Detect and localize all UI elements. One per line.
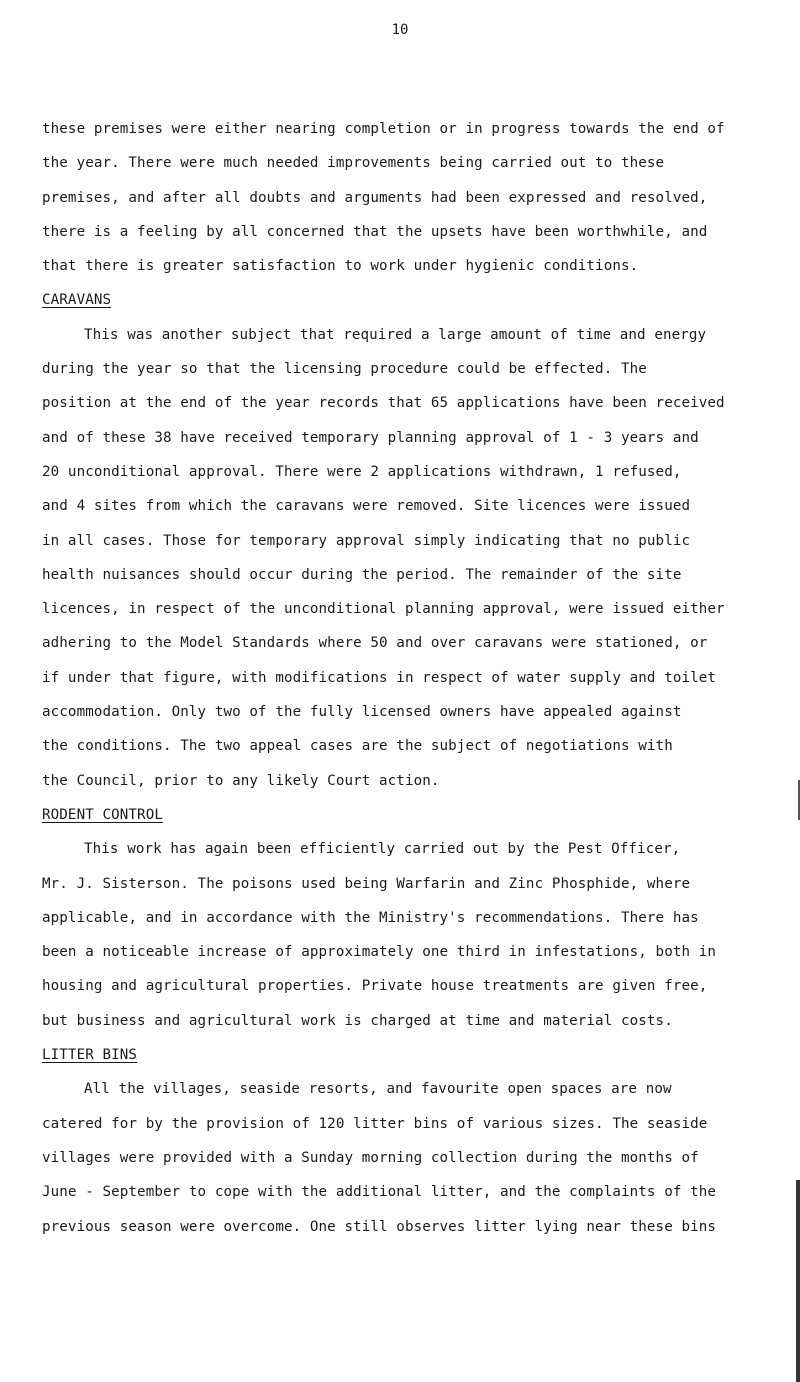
scan-edge-mark xyxy=(796,1180,800,1382)
paragraph-line: if under that figure, with modifications in respect of water supply and toilet xyxy=(42,669,717,686)
paragraph-line: applicable, and in accordance with the Ministry's recommendations. There has xyxy=(42,909,699,926)
paragraph-line: All the villages, seaside resorts, and favourite open spaces are now xyxy=(84,1081,672,1098)
paragraph-line: premises, and after all doubts and arguments had been expressed and resolved, xyxy=(42,189,708,206)
paragraph-line: the conditions. The two appeal cases are the subject of negotiations with xyxy=(42,738,673,755)
paragraph-line: Mr. J. Sisterson. The poisons used being Warfarin and Zinc Phosphide, where xyxy=(42,875,691,892)
paragraph-line: licences, in respect of the unconditional planning approval, were issued either xyxy=(42,601,725,618)
paragraph-line: accommodation. Only two of the fully licensed owners have appealed against xyxy=(42,704,682,721)
paragraph-line: the Council, prior to any likely Court action. xyxy=(42,772,440,789)
paragraph-line: adhering to the Model Standards where 50 and over caravans were stationed, or xyxy=(42,635,708,652)
paragraph-line: during the year so that the licensing procedure could be effected. The xyxy=(42,361,647,378)
page-number: 10 xyxy=(391,22,409,38)
paragraph-line: position at the end of the year records that 65 applications have been received xyxy=(42,395,725,412)
section-heading-rodent-control: RODENT CONTROL xyxy=(42,806,163,823)
paragraph-line: housing and agricultural properties. Private house treatments are given free, xyxy=(42,978,708,995)
paragraph-line: This work has again been efficiently carried out by the Pest Officer, xyxy=(84,841,681,858)
paragraph-line: and of these 38 have received temporary planning approval of 1 - 3 years and xyxy=(42,429,699,446)
paragraph-line: and 4 sites from which the caravans were removed. Site licences were issued xyxy=(42,498,691,515)
section-heading-litter-bins: LITTER BINS xyxy=(42,1047,138,1064)
paragraph-line: there is a feeling by all concerned that the upsets have been worthwhile, and xyxy=(42,223,708,240)
paragraph-line: June - September to cope with the additional litter, and the complaints of the xyxy=(42,1184,717,1201)
paragraph-line: the year. There were much needed improvements being carried out to these xyxy=(42,155,665,172)
body-text xyxy=(42,112,792,1244)
paragraph-line: but business and agricultural work is charged at time and material costs. xyxy=(42,1012,673,1029)
paragraph-line: health nuisances should occur during the period. The remainder of the site xyxy=(42,566,682,583)
paragraph-line: been a noticeable increase of approximately one third in infestations, both in xyxy=(42,944,717,961)
section-heading-caravans: CARAVANS xyxy=(42,292,112,309)
paragraph-line: in all cases. Those for temporary approval simply indicating that no public xyxy=(42,532,691,549)
paragraph-line: these premises were either nearing completion or in progress towards the end of xyxy=(42,121,725,137)
paragraph-line: 20 unconditional approval. There were 2 applications withdrawn, 1 refused, xyxy=(42,463,682,480)
paragraph-line: that there is greater satisfaction to work under hygienic conditions. xyxy=(42,258,639,275)
paragraph-line: This was another subject that required a large amount of time and energy xyxy=(84,326,707,343)
paragraph-line: villages were provided with a Sunday morning collection during the months of xyxy=(42,1149,699,1166)
paragraph-line: previous season were overcome. One still observes litter lying near these bins xyxy=(42,1218,717,1235)
paragraph-line: catered for by the provision of 120 litter bins of various sizes. The seaside xyxy=(42,1115,708,1132)
